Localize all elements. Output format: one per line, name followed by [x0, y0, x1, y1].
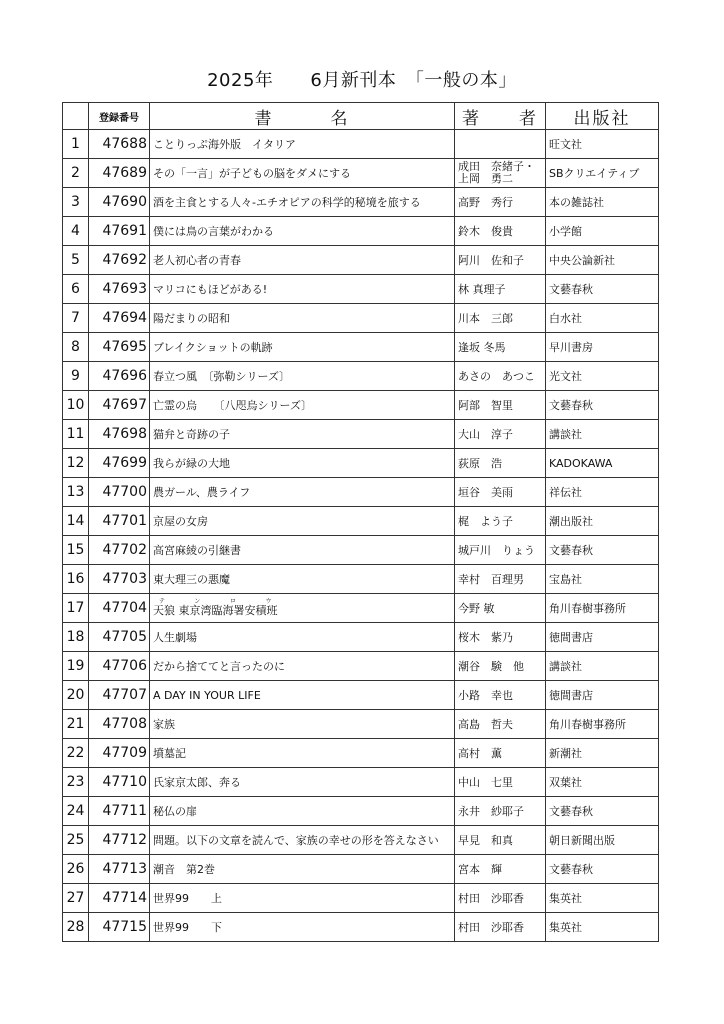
- author-name: 阿部 智里: [455, 391, 546, 420]
- table-header-row: [63, 103, 659, 130]
- registration-number: 47694: [89, 304, 150, 333]
- publisher-name: 角川春樹事務所: [546, 710, 659, 739]
- registration-number: 47691: [89, 217, 150, 246]
- author-name: 村田 沙耶香: [455, 913, 546, 942]
- row-number: 3: [63, 188, 89, 217]
- author-name: 早見 和真: [455, 826, 546, 855]
- publisher-name: 講談社: [546, 420, 659, 449]
- book-title: 酒を主食とする人々-エチオピアの科学的秘境を旅する: [150, 188, 455, 217]
- row-number: 8: [63, 333, 89, 362]
- row-number: 2: [63, 159, 89, 188]
- registration-number: 47715: [89, 913, 150, 942]
- book-title: 秘仏の扉: [150, 797, 455, 826]
- author-name: 小路 幸也: [455, 681, 546, 710]
- row-number: 27: [63, 884, 89, 913]
- row-number: 24: [63, 797, 89, 826]
- publisher-name: 宝島社: [546, 565, 659, 594]
- registration-number: 47710: [89, 768, 150, 797]
- row-number: 16: [63, 565, 89, 594]
- book-title: だから捨ててと言ったのに: [150, 652, 455, 681]
- header-publisher: 出版社: [546, 103, 659, 130]
- author-name: 高島 哲夫: [455, 710, 546, 739]
- book-title: その「一言」が子どもの脳をダメにする: [150, 159, 455, 188]
- registration-number: 47688: [89, 130, 150, 159]
- table-row: [63, 304, 659, 333]
- registration-number: 47700: [89, 478, 150, 507]
- row-number: 23: [63, 768, 89, 797]
- table-row: [63, 188, 659, 217]
- book-title: 潮音 第2巻: [150, 855, 455, 884]
- table-row: [63, 478, 659, 507]
- publisher-name: 白水社: [546, 304, 659, 333]
- row-number: 9: [63, 362, 89, 391]
- publisher-name: 文藝春秋: [546, 536, 659, 565]
- book-title: 高宮麻綾の引継書: [150, 536, 455, 565]
- book-title: 氏家京太郎、奔る: [150, 768, 455, 797]
- row-number: 17: [63, 594, 89, 623]
- table-row: [63, 217, 659, 246]
- row-number: 15: [63, 536, 89, 565]
- book-title: 我らが緑の大地: [150, 449, 455, 478]
- row-number: 25: [63, 826, 89, 855]
- book-title: 春立つ風 〔弥勒シリーズ〕: [150, 362, 455, 391]
- table-row: [63, 159, 659, 188]
- table-row: [63, 565, 659, 594]
- book-title: 陽だまりの昭和: [150, 304, 455, 333]
- book-title: A DAY IN YOUR LIFE: [150, 681, 455, 710]
- registration-number: 47712: [89, 826, 150, 855]
- publisher-name: 中央公論新社: [546, 246, 659, 275]
- table-row: [63, 420, 659, 449]
- table-row: [63, 623, 659, 652]
- registration-number: 47695: [89, 333, 150, 362]
- author-name: 潮谷 験 他: [455, 652, 546, 681]
- table-body: [63, 130, 659, 942]
- publisher-name: 文藝春秋: [546, 797, 659, 826]
- book-title: 僕には鳥の言葉がわかる: [150, 217, 455, 246]
- row-number: 14: [63, 507, 89, 536]
- table-row: [63, 652, 659, 681]
- book-title: 東大理三の悪魔: [150, 565, 455, 594]
- header-registration-number: 登録番号: [89, 103, 150, 130]
- author-name: 永井 紗耶子: [455, 797, 546, 826]
- table-row: [63, 536, 659, 565]
- author-name: 川本 三郎: [455, 304, 546, 333]
- publisher-name: 文藝春秋: [546, 275, 659, 304]
- publisher-name: KADOKAWA: [546, 449, 659, 478]
- publisher-name: 祥伝社: [546, 478, 659, 507]
- table-row: [63, 130, 659, 159]
- header-book-title: 書 名: [150, 103, 455, 130]
- book-title: 問題。以下の文章を読んで、家族の幸せの形を答えなさい: [150, 826, 455, 855]
- author-name: 荻原 浩: [455, 449, 546, 478]
- row-number: 7: [63, 304, 89, 333]
- publisher-name: 本の雑誌社: [546, 188, 659, 217]
- author-name: 中山 七里: [455, 768, 546, 797]
- book-title: 農ガール、農ライフ: [150, 478, 455, 507]
- author-name: 高野 秀行: [455, 188, 546, 217]
- publisher-name: 集英社: [546, 913, 659, 942]
- table-row: [63, 739, 659, 768]
- author-name: 梶 よう子: [455, 507, 546, 536]
- book-title: 家族: [150, 710, 455, 739]
- registration-number: 47698: [89, 420, 150, 449]
- registration-number: 47707: [89, 681, 150, 710]
- table-row: [63, 594, 659, 623]
- row-number: 11: [63, 420, 89, 449]
- table-row: [63, 681, 659, 710]
- row-number: 1: [63, 130, 89, 159]
- publisher-name: 早川書房: [546, 333, 659, 362]
- page-title: 2025年 6月新刊本 「一般の本」: [207, 70, 517, 91]
- author-name: あさの あつこ: [455, 362, 546, 391]
- registration-number: 47702: [89, 536, 150, 565]
- ruby-reading: テンロウ: [153, 598, 278, 605]
- registration-number: 47711: [89, 797, 150, 826]
- book-title: ことりっぷ海外版 イタリア: [150, 130, 455, 159]
- author-name: 村田 沙耶香: [455, 884, 546, 913]
- publisher-name: 朝日新聞出版: [546, 826, 659, 855]
- registration-number: 47703: [89, 565, 150, 594]
- row-number: 26: [63, 855, 89, 884]
- author-name: 逢坂 冬馬: [455, 333, 546, 362]
- row-number: 12: [63, 449, 89, 478]
- table-row: [63, 275, 659, 304]
- author-name: 林 真理子: [455, 275, 546, 304]
- table-row: [63, 333, 659, 362]
- registration-number: 47696: [89, 362, 150, 391]
- publisher-name: 潮出版社: [546, 507, 659, 536]
- table-row: [63, 507, 659, 536]
- publisher-name: 双葉社: [546, 768, 659, 797]
- registration-number: 47704: [89, 594, 150, 623]
- author-name: 成田 奈緒子・上岡 勇二: [455, 159, 546, 188]
- publisher-name: 文藝春秋: [546, 855, 659, 884]
- header-author: 著 者: [455, 103, 546, 130]
- registration-number: 47713: [89, 855, 150, 884]
- table-row: [63, 826, 659, 855]
- author-name: 幸村 百理男: [455, 565, 546, 594]
- registration-number: 47697: [89, 391, 150, 420]
- registration-number: 47690: [89, 188, 150, 217]
- row-number: 4: [63, 217, 89, 246]
- book-title: マリコにもほどがある!: [150, 275, 455, 304]
- book-title: 世界99 上: [150, 884, 455, 913]
- table-row: [63, 391, 659, 420]
- table-row: [63, 768, 659, 797]
- author-name: 城戸川 りょう: [455, 536, 546, 565]
- table-row: [63, 246, 659, 275]
- table-row: [63, 710, 659, 739]
- registration-number: 47714: [89, 884, 150, 913]
- publisher-name: 集英社: [546, 884, 659, 913]
- book-title: 天狼 東京湾臨海署安積班テンロウ: [150, 594, 455, 623]
- author-name: 大山 淳子: [455, 420, 546, 449]
- registration-number: 47709: [89, 739, 150, 768]
- author-name: 桜木 紫乃: [455, 623, 546, 652]
- row-number: 20: [63, 681, 89, 710]
- table-row: [63, 449, 659, 478]
- row-number: 5: [63, 246, 89, 275]
- publisher-name: 新潮社: [546, 739, 659, 768]
- publisher-name: 徳間書店: [546, 681, 659, 710]
- registration-number: 47692: [89, 246, 150, 275]
- publisher-name: 旺文社: [546, 130, 659, 159]
- author-name: 今野 敏: [455, 594, 546, 623]
- book-title: 亡霊の烏 〔八咫烏シリーズ〕: [150, 391, 455, 420]
- row-number: 13: [63, 478, 89, 507]
- registration-number: 47705: [89, 623, 150, 652]
- table-row: [63, 797, 659, 826]
- table-row: [63, 884, 659, 913]
- registration-number: 47699: [89, 449, 150, 478]
- publisher-name: 講談社: [546, 652, 659, 681]
- registration-number: 47689: [89, 159, 150, 188]
- author-name: 阿川 佐和子: [455, 246, 546, 275]
- publisher-name: 徳間書店: [546, 623, 659, 652]
- book-title: ブレイクショットの軌跡: [150, 333, 455, 362]
- registration-number: 47693: [89, 275, 150, 304]
- book-title: 墳墓記: [150, 739, 455, 768]
- book-list-table: [62, 102, 659, 942]
- registration-number: 47708: [89, 710, 150, 739]
- author-name: 垣谷 美雨: [455, 478, 546, 507]
- book-title: 老人初心者の青春: [150, 246, 455, 275]
- author-name: 高村 薫: [455, 739, 546, 768]
- row-number: 6: [63, 275, 89, 304]
- book-title: 人生劇場: [150, 623, 455, 652]
- publisher-name: 角川春樹事務所: [546, 594, 659, 623]
- author-name: [455, 130, 546, 159]
- row-number: 22: [63, 739, 89, 768]
- row-number: 10: [63, 391, 89, 420]
- book-title: 世界99 下: [150, 913, 455, 942]
- row-number: 19: [63, 652, 89, 681]
- row-number: 18: [63, 623, 89, 652]
- publisher-name: 文藝春秋: [546, 391, 659, 420]
- author-name: 鈴木 俊貴: [455, 217, 546, 246]
- author-name: 宮本 輝: [455, 855, 546, 884]
- publisher-name: SBクリエイティブ: [546, 159, 659, 188]
- table-row: [63, 362, 659, 391]
- header-no: [63, 103, 89, 130]
- publisher-name: 小学館: [546, 217, 659, 246]
- row-number: 28: [63, 913, 89, 942]
- table-row: [63, 855, 659, 884]
- registration-number: 47701: [89, 507, 150, 536]
- registration-number: 47706: [89, 652, 150, 681]
- row-number: 21: [63, 710, 89, 739]
- publisher-name: 光文社: [546, 362, 659, 391]
- book-title: 京屋の女房: [150, 507, 455, 536]
- table-row: [63, 913, 659, 942]
- book-title: 猫弁と奇跡の子: [150, 420, 455, 449]
